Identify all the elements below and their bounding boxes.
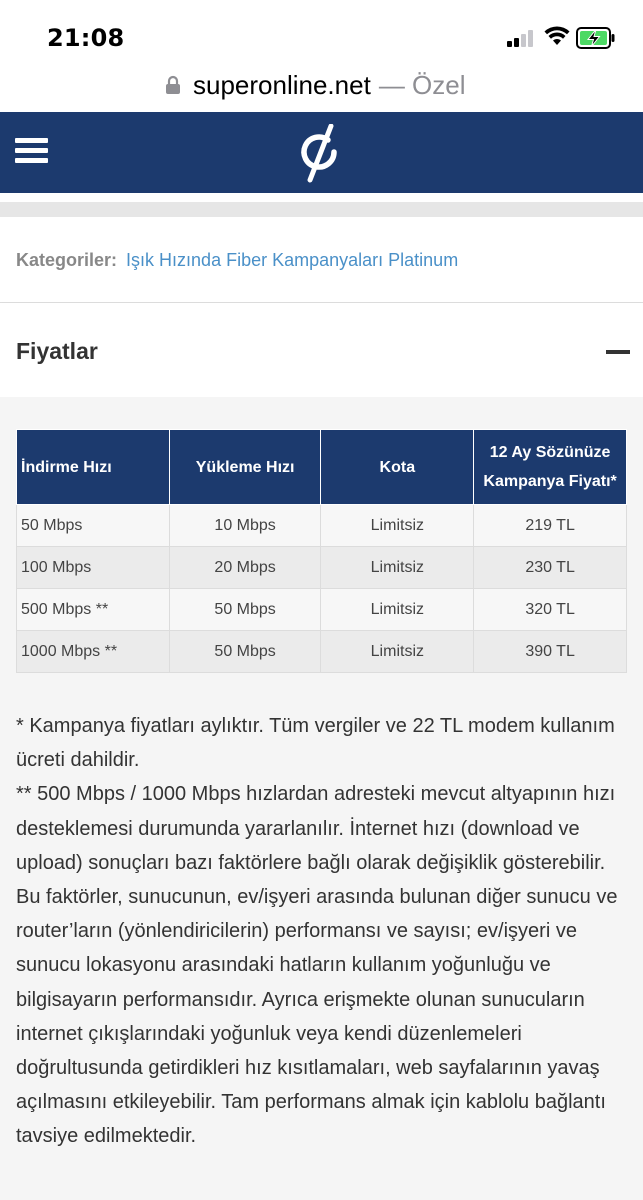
cell-quota: Limitsiz — [321, 589, 474, 631]
cell-price: 219 TL — [474, 505, 627, 547]
hamburger-icon[interactable] — [15, 138, 49, 166]
cell-price: 390 TL — [474, 631, 627, 673]
categories-line — [16, 250, 458, 271]
url-bar[interactable] — [0, 62, 643, 110]
lock-icon — [165, 75, 181, 95]
status-bar — [0, 0, 643, 62]
accordion-title: Fiyatlar — [16, 338, 98, 364]
header-download-speed: İndirme Hızı — [17, 430, 170, 505]
wifi-icon — [544, 26, 570, 46]
minus-icon[interactable] — [606, 350, 630, 354]
category-link[interactable]: Işık Hızında Fiber Kampanyaları Platinum — [126, 250, 459, 270]
table-header-row — [17, 430, 627, 505]
cellular-signal-icon — [507, 30, 537, 47]
table-row — [17, 505, 627, 547]
private-mode-label: — Özel — [378, 69, 466, 100]
cell-quota: Limitsiz — [321, 547, 474, 589]
table-row — [17, 589, 627, 631]
price-notes — [16, 709, 630, 1154]
prices-accordion-body — [0, 397, 643, 1200]
header-divider — [0, 193, 643, 217]
site-header — [0, 112, 643, 193]
cell-download: 50 Mbps — [17, 505, 170, 547]
cell-quota: Limitsiz — [321, 505, 474, 547]
price-table — [16, 429, 627, 673]
prices-accordion-header[interactable] — [0, 303, 643, 397]
note-speed-disclaimer: ** 500 Mbps / 1000 Mbps hızlardan adresteki mevcut altyapının hızı desteklemesi durumunda yararlanılır. İnternet hızı (download ve upload) sonuçları bazı faktörlere bağlı olarak değişiklik gösterebilir. Bu faktörler, sunucunun, ev/işyeri arasında bulunan diğer sunucu ve router’ların (yönlendiricilerin) performansı ve sayısı; ev/işyeri ve sunucu lokasyonu arasındaki hatların kullanım yoğunluğu ve bilgisayarın performansıdır. Ayrıca erişmekte olunan sunucuların internet çıkışlarındaki yoğunluk veya kendi düzenlemeleri doğrultusunda getirdikleri hız kısıtlamaları, web sayfalarının yavaş açılmasını etkileyebilir. Tam performans almak için kablolu bağlantı tavsiye edilmektedir. — [16, 783, 618, 1148]
cell-price: 320 TL — [474, 589, 627, 631]
battery-charging-icon — [576, 27, 616, 49]
cell-price: 230 TL — [474, 547, 627, 589]
cell-download: 100 Mbps — [17, 547, 170, 589]
cell-upload: 10 Mbps — [169, 505, 321, 547]
header-campaign-price — [474, 430, 627, 505]
url-domain: superonline.net — [193, 69, 371, 100]
note-campaign-prices: * Kampanya fiyatları aylıktır. Tüm vergiler ve 22 TL modem kullanım ücreti dahildir. — [16, 715, 615, 772]
cell-download: 500 Mbps ** — [17, 589, 170, 631]
superonline-logo[interactable] — [298, 124, 342, 184]
header-upload-speed: Yükleme Hızı — [169, 430, 321, 505]
categories-label: Kategoriler: — [16, 250, 118, 270]
header-campaign-price-line1: 12 Ay Sözünüze — [489, 444, 611, 461]
header-quota: Kota — [321, 430, 474, 505]
table-row — [17, 631, 627, 673]
cell-quota: Limitsiz — [321, 631, 474, 673]
table-row — [17, 547, 627, 589]
cell-download: 1000 Mbps ** — [17, 631, 170, 673]
cell-upload: 50 Mbps — [169, 631, 321, 673]
cell-upload: 20 Mbps — [169, 547, 321, 589]
cell-upload: 50 Mbps — [169, 589, 321, 631]
header-campaign-price-line2: Kampanya Fiyatı* — [483, 473, 617, 490]
status-time: 21:08 — [47, 24, 125, 52]
